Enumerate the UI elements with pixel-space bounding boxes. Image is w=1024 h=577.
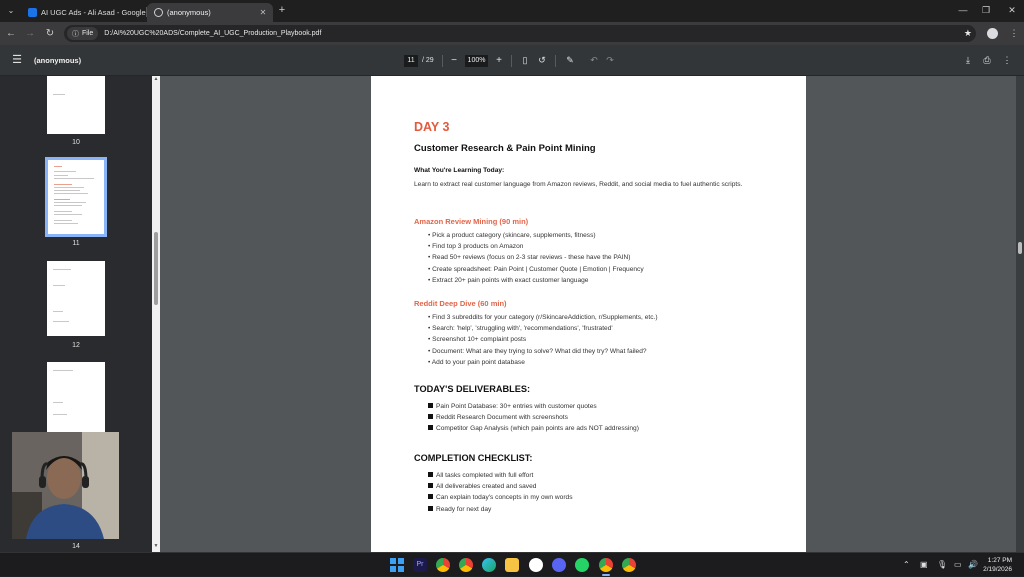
bookmark-star-icon[interactable]: ★ (963, 28, 972, 38)
list-item: • Document: What are they trying to solve? What did they try? What failed? (428, 348, 647, 355)
zoom-out-icon[interactable]: − (451, 55, 457, 66)
deliverable-item: Reddit Research Document with screenshots (428, 414, 568, 421)
list-item: • Pick a product category (skincare, supplements, fitness) (428, 232, 596, 239)
active-app-indicator (602, 574, 610, 576)
tab-title: AI UGC Ads - Ali Asad - Google (41, 8, 146, 17)
url-text: D:/AI%20UGC%20ADS/Complete_AI_UGC_Production_Playbook.pdf (104, 30, 322, 37)
page-thumbnail-label: 14 (72, 543, 80, 550)
list-item: • Screenshot 10+ complaint posts (428, 336, 527, 343)
reload-icon[interactable]: ↻ (45, 28, 55, 39)
checklist-heading: COMPLETION CHECKLIST: (414, 453, 533, 463)
list-item: • Search: 'help', 'struggling with', 'recommendations', 'frustrated' (428, 325, 613, 332)
webcam-person-image (12, 432, 119, 539)
fit-page-icon[interactable]: ▯ (522, 55, 528, 65)
microphone-icon[interactable]: 🎙 (937, 560, 948, 569)
capcut-icon[interactable] (529, 558, 543, 572)
tab-strip (0, 0, 1024, 22)
divider (442, 55, 443, 67)
chrome-active-icon[interactable] (599, 558, 613, 572)
browser-menu-icon[interactable]: ⋮ (1009, 28, 1019, 38)
clock-date: 2/19/2026 (983, 566, 1012, 573)
pdf-more-icon[interactable]: ⋮ (1002, 55, 1012, 65)
chrome-profile-icon[interactable] (459, 558, 473, 572)
viewer-scrollbar[interactable] (1016, 76, 1024, 552)
docs-icon (28, 8, 37, 17)
new-tab-button[interactable]: + (278, 4, 286, 16)
page-thumbnail[interactable] (47, 261, 105, 336)
webcam-overlay (12, 432, 119, 539)
browser-toolbar (0, 22, 1024, 45)
forward-icon[interactable]: → (25, 28, 35, 39)
learning-heading: What You're Learning Today: (414, 167, 505, 174)
system-clock[interactable] (983, 556, 1012, 574)
windows-start-icon[interactable] (390, 558, 404, 572)
file-chip-label: File (82, 30, 94, 37)
tab-pdf[interactable] (147, 3, 273, 22)
checklist-item: Ready for next day (428, 506, 491, 513)
sidebar-menu-icon[interactable]: ☰ (12, 54, 22, 66)
deliverables-heading: TODAY'S DELIVERABLES: (414, 384, 531, 394)
page-thumbnail-label: 11 (72, 240, 80, 247)
sidebar-scrollbar[interactable] (152, 76, 160, 552)
checklist-item: All tasks completed with full effort (428, 472, 533, 479)
pdf-toolbar (0, 45, 1024, 76)
annotate-icon[interactable]: ✎ (566, 55, 574, 65)
list-item: • Read 50+ reviews (focus on 2-3 star reviews - these have the PAIN) (428, 254, 631, 261)
download-icon[interactable]: ⤓ (966, 55, 970, 65)
page-thumbnail[interactable] (47, 362, 105, 437)
tab-google-sheets[interactable] (21, 3, 146, 22)
volume-icon[interactable]: 🔊 (968, 560, 978, 569)
page-title: Customer Research & Pain Point Mining (414, 143, 596, 154)
zoom-input[interactable]: 100% (465, 55, 488, 67)
address-bar[interactable] (64, 25, 976, 42)
learning-body: Learn to extract real customer language from Amazon reviews, Reddit, and social media to fuel authentic scripts. (414, 181, 743, 188)
page-total: / 29 (422, 57, 434, 64)
tab-title: (anonymous) (167, 8, 211, 17)
tray-app-icon[interactable]: ▣ (920, 560, 928, 569)
rotate-icon[interactable]: ↺ (538, 55, 546, 65)
file-chip[interactable] (67, 27, 98, 40)
tab-search-chevron-icon[interactable]: ⌄ (7, 6, 15, 15)
divider (511, 55, 512, 67)
document-title: (anonymous) (34, 56, 82, 65)
page-thumbnail[interactable] (47, 76, 105, 134)
chrome-alt-icon[interactable] (622, 558, 636, 572)
list-item: • Find top 3 products on Amazon (428, 243, 524, 250)
restore-icon[interactable]: ❐ (981, 5, 991, 15)
deliverable-item: Pain Point Database: 30+ entries with customer quotes (428, 403, 597, 410)
section-heading: Reddit Deep Dive (60 min) (414, 299, 507, 308)
deliverable-item: Competitor Gap Analysis (which pain points are ads NOT addressing) (428, 425, 639, 432)
whatsapp-icon[interactable] (575, 558, 589, 572)
page-thumbnail-selected[interactable] (45, 157, 107, 237)
scroll-up-icon[interactable]: ▲ (153, 76, 159, 82)
print-icon[interactable]: ⎙ (983, 55, 991, 65)
undo-icon[interactable]: ↶ (590, 55, 598, 65)
discord-icon[interactable] (552, 558, 566, 572)
chrome-icon[interactable] (436, 558, 450, 572)
tray-overflow-icon[interactable]: ⌃ (903, 560, 910, 569)
checklist-item: Can explain today's concepts in my own words (428, 494, 573, 501)
profile-avatar[interactable] (987, 28, 998, 39)
list-item: • Add to your pain point database (428, 359, 525, 366)
page-number-input[interactable]: 11 (404, 55, 418, 67)
zoom-in-icon[interactable]: + (496, 55, 502, 66)
file-explorer-icon[interactable] (505, 558, 519, 572)
page-thumbnail-label: 12 (72, 342, 80, 349)
viewer-scrollbar-thumb[interactable] (1018, 242, 1022, 254)
list-item: • Extract 20+ pain points with exact customer language (428, 277, 589, 284)
section-heading: Amazon Review Mining (90 min) (414, 217, 529, 226)
info-icon: ⓘ (72, 30, 79, 38)
day-heading: DAY 3 (414, 120, 450, 134)
edge-icon[interactable] (482, 558, 496, 572)
page-thumbnail-label: 10 (72, 139, 80, 146)
sidebar-scrollbar-thumb[interactable] (154, 232, 158, 305)
globe-icon (154, 8, 163, 17)
list-item: • Create spreadsheet: Pain Point | Customer Quote | Emotion | Frequency (428, 266, 644, 273)
list-item: • Find 3 subreddits for your category (r/SkincareAddiction, r/Supplements, etc.) (428, 314, 658, 321)
divider (555, 55, 556, 67)
network-icon[interactable]: ▭ (954, 560, 962, 569)
taskbar (0, 552, 1024, 576)
clock-time: 1:27 PM (987, 557, 1012, 564)
redo-icon[interactable]: ↷ (606, 55, 614, 65)
scroll-down-icon[interactable]: ▼ (153, 543, 159, 549)
premiere-pro-icon[interactable]: Pr (413, 558, 427, 572)
pdf-page (371, 76, 806, 552)
minimize-icon[interactable]: — (958, 5, 968, 15)
checklist-item: All deliverables created and saved (428, 483, 536, 490)
back-icon[interactable]: ← (6, 28, 16, 39)
close-window-icon[interactable]: ✕ (1008, 5, 1016, 15)
close-tab-icon[interactable]: ✕ (259, 8, 267, 17)
